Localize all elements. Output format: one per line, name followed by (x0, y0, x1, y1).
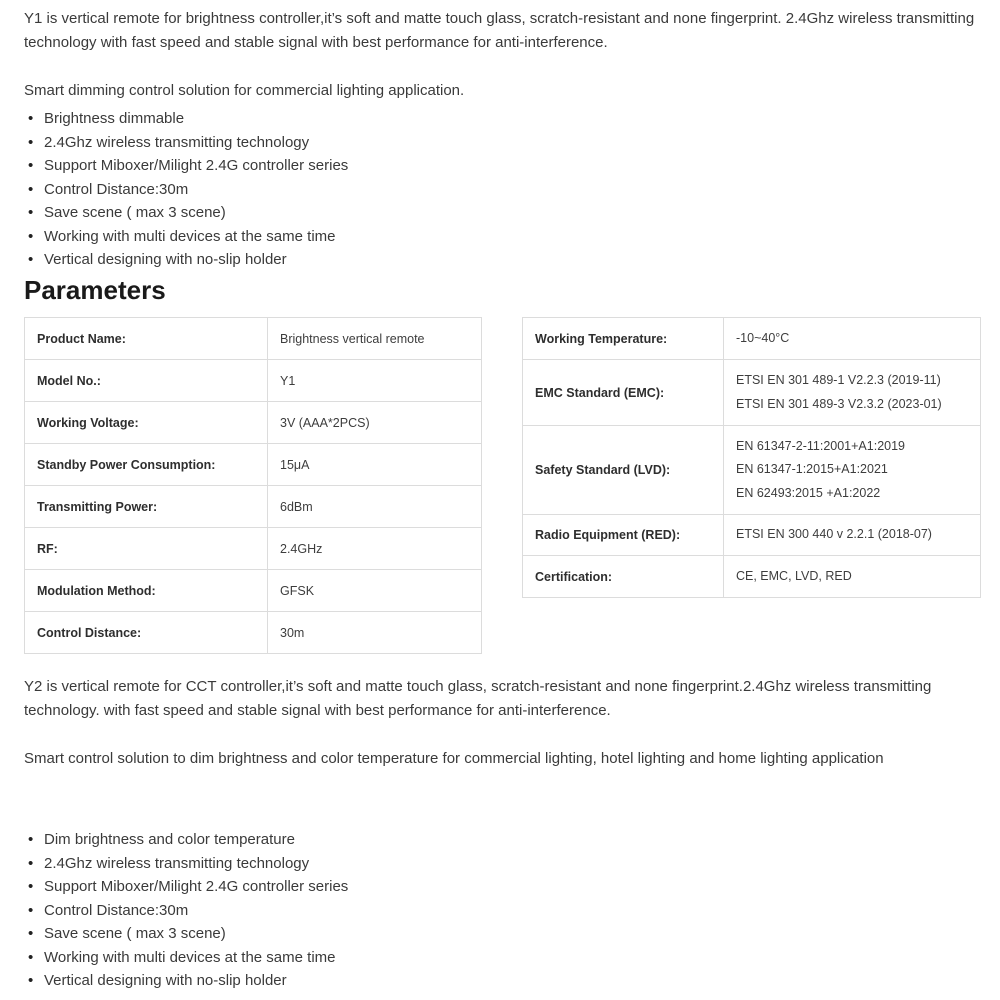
param-value-line: ETSI EN 300 440 v 2.2.1 (2018-07) (736, 527, 932, 542)
table-row (523, 556, 981, 598)
param-value: Brightness vertical remote (268, 318, 482, 360)
list-item: • Dim brightness and color temperature (28, 828, 348, 852)
list-item: • Support Miboxer/Milight 2.4G controller series (28, 875, 348, 899)
y2-feature-list (28, 828, 348, 993)
y2-solution: Smart control solution to dim brightness and color temperature for commercial lighting, hotel lighting and home lighting application (24, 750, 884, 767)
param-label: EMC Standard (EMC): (523, 360, 724, 426)
param-value: 6dBm (268, 486, 482, 528)
param-value (724, 426, 981, 515)
table-row (25, 486, 482, 528)
param-value-line: CE, EMC, LVD, RED (736, 568, 852, 583)
table-row (523, 360, 981, 426)
table-row (25, 528, 482, 570)
list-item: • Control Distance:30m (28, 178, 348, 202)
param-label: Model No.: (25, 360, 268, 402)
table-row (523, 515, 981, 556)
y1-intro: Y1 is vertical remote for brightness controller,it’s soft and matte touch glass, scratch-resistant and none fingerprint. 2.4Ghz wireless transmitting technology with fast speed and stable signal with best performance for anti-interference. (24, 10, 975, 51)
param-value (724, 515, 981, 556)
table-row (523, 426, 981, 515)
list-item: • Brightness dimmable (28, 107, 348, 131)
table-row (523, 318, 981, 360)
y2-intro: Y2 is vertical remote for CCT controller,it’s soft and matte touch glass, scratch-resistant and none fingerprint.2.4Ghz wireless transmitting technology. with fast speed and stable signal with best performance for anti-interference. (24, 678, 932, 719)
table-row (25, 444, 482, 486)
param-label: RF: (25, 528, 268, 570)
table-row (25, 402, 482, 444)
param-value: 15μA (268, 444, 482, 486)
table-row (25, 360, 482, 402)
list-item: • Working with multi devices at the same time (28, 225, 348, 249)
param-value (724, 556, 981, 598)
list-item: • Save scene ( max 3 scene) (28, 922, 348, 946)
list-item: • 2.4Ghz wireless transmitting technology (28, 131, 348, 155)
table-row (25, 612, 482, 654)
param-value: GFSK (268, 570, 482, 612)
param-label: Transmitting Power: (25, 486, 268, 528)
parameters-table-left (24, 317, 482, 654)
y1-solution: Smart dimming control solution for commercial lighting application. (24, 82, 465, 99)
param-label: Working Voltage: (25, 402, 268, 444)
param-value: 2.4GHz (268, 528, 482, 570)
param-label: Radio Equipment (RED): (523, 515, 724, 556)
list-item: • Vertical designing with no-slip holder (28, 969, 348, 993)
param-label: Working Temperature: (523, 318, 724, 360)
param-label: Safety Standard (LVD): (523, 426, 724, 515)
param-value-line: ETSI EN 301 489-3 V2.3.2 (2023-01) (736, 396, 942, 411)
list-item: • Save scene ( max 3 scene) (28, 201, 348, 225)
list-item: • 2.4Ghz wireless transmitting technology (28, 852, 348, 876)
list-item: • Control Distance:30m (28, 899, 348, 923)
param-value-line: EN 61347-2-11:2001+A1:2019 (736, 438, 906, 453)
param-value (724, 360, 981, 426)
table-row (25, 318, 482, 360)
param-value-line: EN 61347-1:2015+A1:2021 (736, 462, 888, 477)
param-value-line: ETSI EN 301 489-1 V2.2.3 (2019-11) (736, 373, 941, 387)
param-label: Product Name: (25, 318, 268, 360)
param-label: Modulation Method: (25, 570, 268, 612)
param-label: Certification: (523, 556, 724, 598)
table-row (25, 570, 482, 612)
list-item: • Support Miboxer/Milight 2.4G controller series (28, 154, 348, 178)
param-value-line: -10~40°C (736, 330, 790, 345)
param-value (724, 318, 981, 360)
parameters-heading: Parameters (24, 275, 166, 305)
param-label: Control Distance: (25, 612, 268, 654)
y1-feature-list (28, 107, 348, 272)
list-item: • Working with multi devices at the same time (28, 946, 348, 970)
param-value: Y1 (268, 360, 482, 402)
param-label: Standby Power Consumption: (25, 444, 268, 486)
param-value-line: EN 62493:2015 +A1:2022 (736, 485, 881, 500)
param-value: 30m (268, 612, 482, 654)
param-value: 3V (AAA*2PCS) (268, 402, 482, 444)
parameters-table-right (522, 317, 981, 598)
list-item: • Vertical designing with no-slip holder (28, 248, 348, 272)
